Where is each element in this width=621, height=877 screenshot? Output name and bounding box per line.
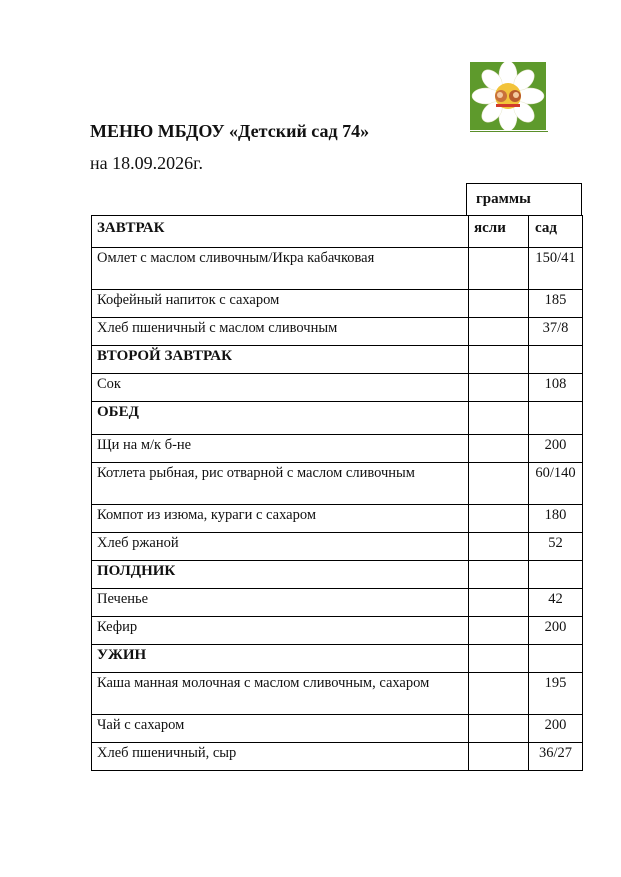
yasli-cell (469, 533, 529, 561)
table-row (92, 248, 583, 290)
yasli-cell (469, 290, 529, 318)
yasli-cell (469, 589, 529, 617)
dish-name: Кофейный напиток с сахаром (92, 290, 469, 318)
table-row (92, 290, 583, 318)
page-title: МЕНЮ МБДОУ «Детский сад 74» (90, 121, 370, 141)
sad-grams: 52 (529, 533, 583, 561)
section-row (92, 402, 583, 435)
sad-cell (529, 346, 583, 374)
section-row (92, 645, 583, 673)
dish-name: Котлета рыбная, рис отварной с маслом сливочным (92, 463, 469, 505)
dish-name: Щи на м/к б-не (92, 435, 469, 463)
dish-name: Омлет с маслом сливочным/Икра кабачковая (92, 248, 469, 290)
section-breakfast: ЗАВТРАК (92, 216, 469, 248)
dish-name: Сок (92, 374, 469, 402)
yasli-cell (469, 402, 529, 435)
sad-grams: 200 (529, 715, 583, 743)
kindergarten-logo-icon (470, 62, 546, 130)
dish-name: Компот из изюма, кураги с сахаром (92, 505, 469, 533)
menu-date: на 18.09.2026г. (90, 153, 203, 173)
dish-name: Чай с сахаром (92, 715, 469, 743)
column-sad: сад (529, 216, 583, 248)
yasli-cell (469, 374, 529, 402)
sad-grams: 37/8 (529, 318, 583, 346)
table-row (92, 673, 583, 715)
yasli-cell (469, 505, 529, 533)
logo-underline (470, 131, 548, 132)
yasli-cell (469, 318, 529, 346)
yasli-cell (469, 617, 529, 645)
section-row (92, 346, 583, 374)
table-row (92, 505, 583, 533)
sad-cell (529, 561, 583, 589)
sad-grams: 180 (529, 505, 583, 533)
dish-name: Кефир (92, 617, 469, 645)
table-row (92, 743, 583, 771)
section-row (92, 561, 583, 589)
column-yasli: ясли (469, 216, 529, 248)
sad-cell (529, 645, 583, 673)
yasli-cell (469, 463, 529, 505)
dish-name: Печенье (92, 589, 469, 617)
dish-name: Хлеб пшеничный, сыр (92, 743, 469, 771)
dish-name: Хлеб пшеничный с маслом сливочным (92, 318, 469, 346)
table-row (92, 617, 583, 645)
sad-grams: 200 (529, 617, 583, 645)
grams-header (466, 183, 582, 216)
table-row (92, 374, 583, 402)
sad-grams: 200 (529, 435, 583, 463)
table-row (92, 463, 583, 505)
sad-grams: 150/41 (529, 248, 583, 290)
table-row (92, 318, 583, 346)
sad-grams: 185 (529, 290, 583, 318)
sad-grams: 195 (529, 673, 583, 715)
yasli-cell (469, 248, 529, 290)
yasli-cell (469, 715, 529, 743)
table-row (92, 589, 583, 617)
sad-cell (529, 402, 583, 435)
yasli-cell (469, 673, 529, 715)
section-title: ВТОРОЙ ЗАВТРАК (92, 346, 469, 374)
table-row (92, 533, 583, 561)
yasli-cell (469, 645, 529, 673)
yasli-cell (469, 561, 529, 589)
table-row (92, 715, 583, 743)
table-header-row (92, 216, 583, 248)
dish-name: Каша манная молочная с маслом сливочным, сахаром (92, 673, 469, 715)
yasli-cell (469, 435, 529, 463)
sad-grams: 108 (529, 374, 583, 402)
sad-grams: 60/140 (529, 463, 583, 505)
grams-header-label: граммы (476, 191, 531, 207)
section-title: ПОЛДНИК (92, 561, 469, 589)
section-title: ОБЕД (92, 402, 469, 435)
sad-grams: 36/27 (529, 743, 583, 771)
section-title: УЖИН (92, 645, 469, 673)
yasli-cell (469, 346, 529, 374)
menu-table (91, 215, 583, 771)
yasli-cell (469, 743, 529, 771)
dish-name: Хлеб ржаной (92, 533, 469, 561)
table-row (92, 435, 583, 463)
sad-grams: 42 (529, 589, 583, 617)
